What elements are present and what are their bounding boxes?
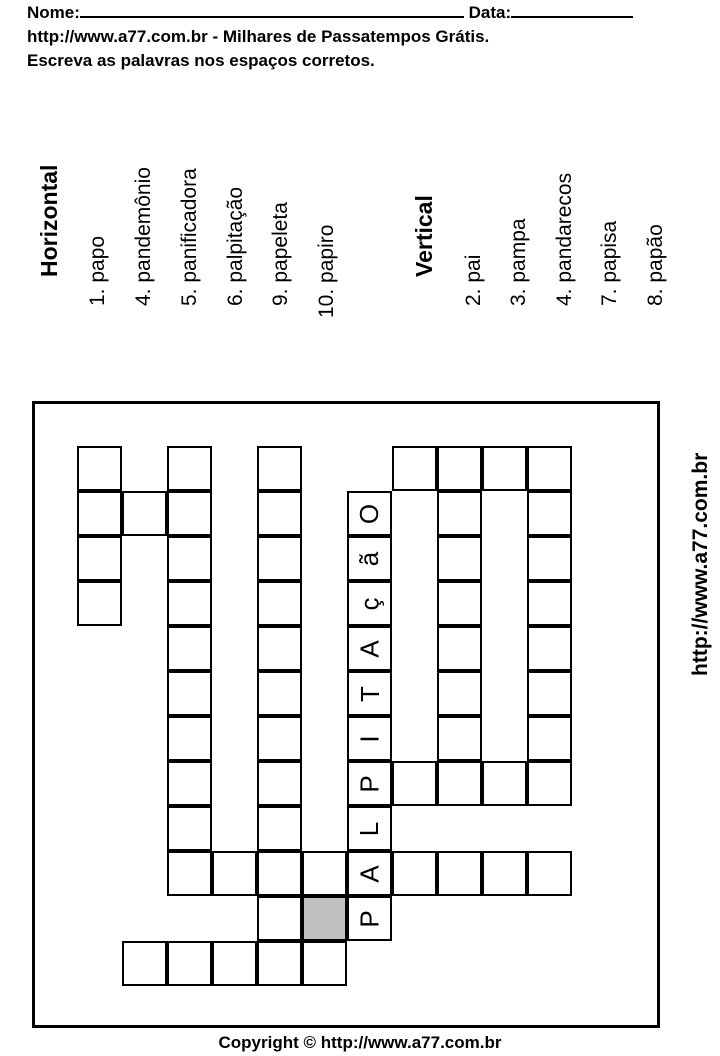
crossword-cell[interactable]	[77, 491, 122, 536]
cell-letter	[347, 851, 392, 896]
crossword-cell[interactable]	[257, 536, 302, 581]
vertical-clue: 2. pai	[462, 254, 485, 306]
crossword-cell[interactable]	[302, 851, 347, 896]
crossword-cell[interactable]	[257, 806, 302, 851]
date-label: Data:	[468, 3, 512, 22]
crossword-cell[interactable]	[167, 446, 212, 491]
vertical-title: Vertical	[411, 195, 437, 277]
crossword-cell[interactable]	[302, 941, 347, 986]
crossword-cell[interactable]	[392, 851, 437, 896]
letter-text: P	[354, 909, 385, 928]
crossword-cell[interactable]	[527, 446, 572, 491]
crossword-cell[interactable]	[167, 851, 212, 896]
crossword-cell[interactable]	[437, 716, 482, 761]
cell-letter	[347, 581, 392, 626]
crossword-cell[interactable]	[482, 851, 527, 896]
crossword-cell[interactable]	[257, 626, 302, 671]
crossword-cell[interactable]	[392, 446, 437, 491]
horizontal-clue: 1. papo	[86, 235, 109, 306]
crossword-cell[interactable]	[437, 491, 482, 536]
crossword-cell[interactable]	[77, 536, 122, 581]
letter-text: ã	[354, 551, 385, 566]
crossword-cell[interactable]	[77, 581, 122, 626]
crossword-cell[interactable]	[527, 671, 572, 716]
crossword-cell[interactable]	[167, 626, 212, 671]
horizontal-title: Horizontal	[36, 164, 62, 277]
crossword-cell[interactable]	[527, 491, 572, 536]
crossword-cell[interactable]	[392, 761, 437, 806]
crossword-cell[interactable]	[527, 626, 572, 671]
cell-letter	[347, 536, 392, 581]
cell-letter	[347, 491, 392, 536]
crossword-cell[interactable]	[437, 581, 482, 626]
name-date-line	[27, 2, 633, 23]
horizontal-clue: 5. panificadora	[178, 168, 201, 306]
footer-copyright: Copyright © http://www.a77.com.br	[218, 1033, 502, 1052]
crossword-cell[interactable]	[527, 581, 572, 626]
vertical-clue: 7. papisa	[598, 220, 621, 306]
crossword-cell[interactable]	[437, 446, 482, 491]
crossword-cell[interactable]	[167, 491, 212, 536]
crossword-cell[interactable]	[167, 536, 212, 581]
cell-letter	[347, 671, 392, 716]
letter-text: ç	[354, 597, 385, 610]
crossword-cell[interactable]	[167, 671, 212, 716]
crossword-cell[interactable]	[212, 941, 257, 986]
name-label: Nome:	[27, 3, 80, 22]
crossword-cell[interactable]	[257, 716, 302, 761]
crossword-cell[interactable]	[257, 581, 302, 626]
vertical-clue: 4. pandarecos	[553, 172, 576, 306]
crossword-cell[interactable]	[527, 761, 572, 806]
vertical-clue: 8. papão	[644, 224, 667, 306]
letter-text: T	[354, 685, 385, 702]
date-field[interactable]	[511, 2, 633, 18]
cell-letter	[347, 761, 392, 806]
crossword-cell[interactable]	[257, 671, 302, 716]
crossword-cell[interactable]	[167, 581, 212, 626]
crossword-cell[interactable]	[437, 536, 482, 581]
crossword-cell[interactable]	[257, 446, 302, 491]
crossword-cell[interactable]	[122, 941, 167, 986]
crossword-cell[interactable]	[257, 851, 302, 896]
crossword-cell[interactable]	[167, 941, 212, 986]
crossword-cell[interactable]	[257, 491, 302, 536]
crossword-cell[interactable]	[482, 761, 527, 806]
cell-letter	[347, 806, 392, 851]
letter-text: A	[354, 864, 385, 883]
crossword-cell[interactable]	[257, 941, 302, 986]
crossword-cell[interactable]	[167, 761, 212, 806]
crossword-cell[interactable]	[482, 446, 527, 491]
crossword-cell[interactable]	[212, 851, 257, 896]
shaded-cell	[302, 896, 347, 941]
crossword-cell[interactable]	[437, 626, 482, 671]
side-url: http://www.a77.com.br	[689, 452, 712, 676]
letter-text: L	[354, 821, 385, 836]
crossword-cell[interactable]	[122, 491, 167, 536]
crossword-cell[interactable]	[527, 536, 572, 581]
crossword-cell[interactable]	[527, 716, 572, 761]
cell-letter	[347, 626, 392, 671]
letter-text: I	[354, 734, 385, 743]
name-field[interactable]	[80, 2, 464, 18]
cell-letter	[347, 896, 392, 941]
horizontal-clue: 10. papiro	[315, 224, 338, 318]
horizontal-clue: 6. palpitação	[224, 186, 247, 306]
horizontal-clue: 4. pandemônio	[132, 167, 155, 306]
crossword-cell[interactable]	[437, 761, 482, 806]
horizontal-clue: 9. papeleta	[269, 202, 292, 306]
letter-text: P	[354, 774, 385, 793]
crossword-cell[interactable]	[437, 851, 482, 896]
instruction-line: Escreva as palavras nos espaços corretos.	[27, 51, 375, 70]
crossword-cell[interactable]	[437, 671, 482, 716]
site-line: http://www.a77.com.br - Milhares de Passatempos Grátis.	[27, 27, 490, 46]
crossword-cell[interactable]	[167, 716, 212, 761]
crossword-cell[interactable]	[527, 851, 572, 896]
letter-text: A	[354, 639, 385, 658]
crossword-cell[interactable]	[77, 446, 122, 491]
cell-letter	[347, 716, 392, 761]
crossword-cell[interactable]	[167, 806, 212, 851]
letter-text: O	[354, 503, 385, 524]
crossword-cell[interactable]	[257, 761, 302, 806]
vertical-clue: 3. pampa	[507, 218, 530, 306]
crossword-cell[interactable]	[257, 896, 302, 941]
